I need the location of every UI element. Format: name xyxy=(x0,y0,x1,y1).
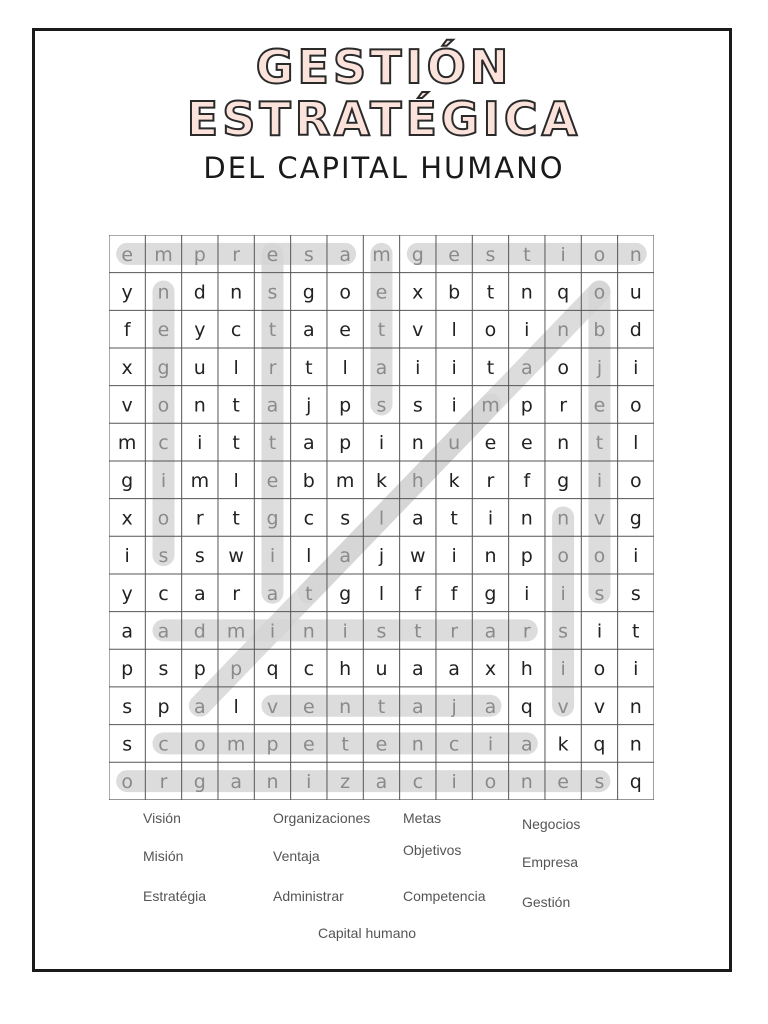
grid-cell[interactable]: t xyxy=(450,507,458,530)
grid-cell[interactable]: f xyxy=(414,582,422,605)
grid-cell[interactable]: t xyxy=(232,507,240,530)
grid-cell[interactable]: t xyxy=(305,356,313,379)
grid-cell[interactable]: i xyxy=(451,545,457,568)
grid-cell[interactable]: g xyxy=(484,582,497,605)
grid-cell[interactable]: t xyxy=(486,281,495,304)
grid-cell[interactable]: i xyxy=(451,771,457,794)
grid-cell[interactable]: a xyxy=(448,658,460,681)
grid-cell[interactable]: u xyxy=(375,658,388,681)
grid-cell[interactable]: i xyxy=(269,620,276,643)
grid-cell[interactable]: r xyxy=(232,582,241,605)
grid-cell[interactable]: s xyxy=(303,243,314,266)
grid-cell[interactable]: p xyxy=(520,545,533,568)
grid-cell[interactable]: e xyxy=(375,281,388,304)
grid-cell[interactable]: s xyxy=(594,582,605,605)
grid-cell[interactable]: c xyxy=(158,432,169,455)
grid-cell[interactable]: v xyxy=(121,394,133,417)
grid-cell[interactable]: r xyxy=(195,507,204,530)
grid-cell[interactable]: q xyxy=(557,281,570,304)
grid-cell[interactable]: g xyxy=(302,281,315,304)
grid-cell[interactable]: c xyxy=(303,658,315,681)
grid-cell[interactable]: v xyxy=(412,319,424,342)
grid-cell[interactable]: i xyxy=(560,658,566,681)
grid-cell[interactable]: l xyxy=(233,695,239,718)
grid-cell[interactable]: n xyxy=(411,432,424,455)
grid-cell[interactable]: i xyxy=(160,469,167,492)
grid-cell[interactable]: f xyxy=(123,319,131,342)
grid-cell[interactable]: p xyxy=(339,394,352,417)
grid-cell[interactable]: a xyxy=(339,243,351,266)
grid-cell[interactable]: p xyxy=(339,432,352,455)
grid-cell[interactable]: e xyxy=(302,695,315,718)
grid-cell[interactable]: s xyxy=(594,771,605,794)
grid-cell[interactable]: x xyxy=(484,658,497,681)
grid-cell[interactable]: u xyxy=(448,432,461,455)
grid-cell[interactable]: o xyxy=(557,545,569,568)
grid-cell[interactable]: a xyxy=(375,771,388,794)
grid-cell[interactable]: s xyxy=(376,620,387,643)
grid-cell[interactable]: o xyxy=(629,394,642,417)
grid-cell[interactable]: j xyxy=(306,394,312,417)
grid-cell[interactable]: n xyxy=(411,733,424,756)
grid-cell[interactable]: n xyxy=(157,281,170,304)
grid-cell[interactable]: g xyxy=(339,582,352,605)
grid-cell[interactable]: l xyxy=(306,545,312,568)
grid-cell[interactable]: p xyxy=(230,658,243,681)
grid-cell[interactable]: u xyxy=(193,356,206,379)
grid-cell[interactable]: m xyxy=(226,733,246,756)
grid-cell[interactable]: s xyxy=(558,620,569,643)
grid-cell[interactable]: o xyxy=(484,319,497,342)
grid-cell[interactable]: m xyxy=(117,432,137,455)
grid-cell[interactable]: t xyxy=(486,356,495,379)
grid-cell[interactable]: i xyxy=(487,733,494,756)
grid-cell[interactable]: t xyxy=(232,432,240,455)
grid-cell[interactable]: o xyxy=(593,281,606,304)
grid-cell[interactable]: e xyxy=(448,243,460,266)
grid-cell[interactable]: t xyxy=(414,620,422,643)
grid-cell[interactable]: i xyxy=(306,771,312,794)
grid-cell[interactable]: n xyxy=(193,394,206,417)
grid-cell[interactable]: v xyxy=(593,507,606,530)
grid-cell[interactable]: n xyxy=(629,243,642,266)
grid-cell[interactable]: w xyxy=(228,545,244,568)
grid-cell[interactable]: h xyxy=(520,658,533,681)
grid-cell[interactable]: q xyxy=(593,733,606,756)
grid-cell[interactable]: s xyxy=(412,394,423,417)
grid-cell[interactable]: s xyxy=(158,658,169,681)
grid-cell[interactable]: o xyxy=(339,281,351,304)
grid-cell[interactable]: x xyxy=(121,507,133,530)
grid-cell[interactable]: t xyxy=(268,432,277,455)
grid-cell[interactable]: g xyxy=(411,243,424,266)
grid-cell[interactable]: n xyxy=(629,695,642,718)
grid-cell[interactable]: y xyxy=(121,582,133,605)
grid-cell[interactable]: a xyxy=(520,356,533,379)
subtitle: DEL CAPITAL HUMANO xyxy=(203,151,565,185)
grid-cell[interactable]: v xyxy=(557,695,569,718)
grid-cell[interactable]: o xyxy=(593,545,606,568)
grid-cell[interactable]: i xyxy=(524,319,530,342)
grid-cell[interactable]: g xyxy=(157,356,170,379)
grid-cell[interactable]: a xyxy=(520,733,533,756)
word-list-item: Administrar xyxy=(273,888,344,904)
word-list-item: Visión xyxy=(143,810,181,826)
grid-cell[interactable]: e xyxy=(339,319,351,342)
grid-cell[interactable]: a xyxy=(375,356,388,379)
grid-cell[interactable]: c xyxy=(448,733,460,756)
grid-cell[interactable]: j xyxy=(451,695,457,718)
grid-cell[interactable]: n xyxy=(557,319,570,342)
grid-cell[interactable]: n xyxy=(520,507,533,530)
grid-cell[interactable]: n xyxy=(520,771,533,794)
grid-cell[interactable]: i xyxy=(197,432,203,455)
grid-cell[interactable]: p xyxy=(193,658,206,681)
grid-cell[interactable]: a xyxy=(411,658,424,681)
grid-cell[interactable]: w xyxy=(410,545,426,568)
grid-cell[interactable]: b xyxy=(448,281,461,304)
grid-cell[interactable]: n xyxy=(484,545,497,568)
grid-cell[interactable]: q xyxy=(266,658,279,681)
grid-cell[interactable]: b xyxy=(302,469,315,492)
grid-cell[interactable]: t xyxy=(341,733,349,756)
word-list-item: Misión xyxy=(143,848,184,864)
grid-cell[interactable]: a xyxy=(193,695,206,718)
grid-cell[interactable]: t xyxy=(305,582,313,605)
title-line-1: GESTIÓN xyxy=(255,40,513,94)
grid-cell[interactable]: f xyxy=(523,469,531,492)
grid-cell[interactable]: a xyxy=(193,582,206,605)
grid-cell[interactable]: a xyxy=(411,695,424,718)
grid-cell[interactable]: s xyxy=(122,695,133,718)
grid-cell[interactable]: t xyxy=(595,432,604,455)
grid-cell[interactable]: k xyxy=(448,469,460,492)
grid-cell[interactable]: s xyxy=(485,243,496,266)
grid-cell[interactable]: m xyxy=(190,469,210,492)
grid-cell[interactable]: e xyxy=(266,243,279,266)
grid-cell[interactable]: i xyxy=(124,545,130,568)
grid-cell[interactable]: s xyxy=(340,507,351,530)
grid-cell[interactable]: m xyxy=(372,243,391,266)
word-list-item: Metas xyxy=(403,810,442,826)
grid-cell[interactable]: a xyxy=(339,545,351,568)
grid-cell[interactable]: r xyxy=(159,771,168,794)
grid-cell[interactable]: a xyxy=(121,620,133,643)
grid-cell[interactable]: a xyxy=(157,620,170,643)
grid-cell[interactable]: l xyxy=(342,356,348,379)
grid-cell[interactable]: s xyxy=(630,582,641,605)
grid-cell[interactable]: d xyxy=(193,281,206,304)
grid-cell[interactable]: o xyxy=(157,394,170,417)
grid-cell[interactable]: o xyxy=(194,733,206,756)
grid-cell[interactable]: n xyxy=(339,695,352,718)
grid-canvas[interactable] xyxy=(109,235,654,800)
grid-cell[interactable]: j xyxy=(596,356,603,379)
grid-cell[interactable]: c xyxy=(303,507,315,530)
grid-cell[interactable]: e xyxy=(484,432,497,455)
grid-cell[interactable]: s xyxy=(376,394,387,417)
grid-cell[interactable]: t xyxy=(268,319,277,342)
grid-cell[interactable]: n xyxy=(557,507,570,530)
word-list-item: Ventaja xyxy=(273,848,320,864)
grid-cell[interactable]: e xyxy=(593,394,606,417)
grid-cell[interactable]: e xyxy=(557,771,569,794)
grid-cell[interactable]: p xyxy=(520,394,533,417)
grid-cell[interactable]: f xyxy=(450,582,458,605)
grid-cell[interactable]: c xyxy=(230,319,242,342)
grid-cell[interactable]: s xyxy=(158,545,169,568)
grid-cell[interactable]: p xyxy=(266,733,279,756)
grid-cell[interactable]: a xyxy=(266,394,279,417)
grid-cell[interactable]: t xyxy=(523,243,531,266)
grid-cell[interactable]: m xyxy=(226,620,246,643)
grid-cell[interactable]: l xyxy=(233,469,239,492)
grid-cell[interactable]: d xyxy=(629,319,642,342)
grid-cell[interactable]: k xyxy=(557,733,569,756)
grid-cell[interactable]: r xyxy=(450,620,459,643)
grid-cell[interactable]: m xyxy=(154,243,173,266)
grid-cell[interactable]: o xyxy=(484,771,497,794)
grid-cell[interactable]: l xyxy=(378,507,385,530)
grid-cell[interactable]: y xyxy=(194,319,206,342)
grid-cell[interactable]: e xyxy=(302,733,315,756)
grid-cell[interactable]: a xyxy=(411,507,424,530)
grid-cell[interactable]: g xyxy=(629,507,642,530)
grid-cell[interactable]: r xyxy=(232,243,241,266)
word-list-item: Negocios xyxy=(522,816,581,832)
grid-cell[interactable]: c xyxy=(412,771,424,794)
grid-cell[interactable]: p xyxy=(121,658,134,681)
grid-cell[interactable]: e xyxy=(520,432,533,455)
grid-cell[interactable]: h xyxy=(411,469,424,492)
grid-cell[interactable]: o xyxy=(557,356,569,379)
grid-cell[interactable]: i xyxy=(487,507,494,530)
grid-cell[interactable]: i xyxy=(415,356,421,379)
grid-cell[interactable]: r xyxy=(559,394,568,417)
grid-cell[interactable]: z xyxy=(340,771,351,794)
grid-cell[interactable]: c xyxy=(158,733,169,756)
grid-cell[interactable]: n xyxy=(266,771,279,794)
grid-cell[interactable]: u xyxy=(629,281,642,304)
word-list-item: Gestión xyxy=(522,894,571,910)
grid-cell[interactable]: i xyxy=(560,582,566,605)
grid-cell[interactable]: h xyxy=(339,658,352,681)
grid-cell[interactable]: e xyxy=(157,319,170,342)
grid-cell[interactable]: i xyxy=(269,545,276,568)
grid-cell[interactable]: e xyxy=(121,243,134,266)
grid-cell[interactable]: i xyxy=(451,356,457,379)
grid-cell[interactable]: s xyxy=(122,733,133,756)
grid-cell[interactable]: i xyxy=(451,394,457,417)
grid-cell[interactable]: n xyxy=(520,281,533,304)
word-list-item: Capital humano xyxy=(318,925,417,941)
grid-cell[interactable]: n xyxy=(230,281,243,304)
grid-cell[interactable]: o xyxy=(593,658,606,681)
grid-cell[interactable]: m xyxy=(481,394,500,417)
word-list-item: Competencia xyxy=(403,888,486,904)
grid-cell[interactable]: a xyxy=(302,319,315,342)
grid-cell[interactable]: d xyxy=(193,620,206,643)
grid-cell[interactable]: i xyxy=(596,620,603,643)
grid-cell[interactable]: t xyxy=(232,394,240,417)
grid-cell[interactable]: v xyxy=(593,695,606,718)
grid-cell[interactable]: v xyxy=(266,695,279,718)
word-list-item: Empresa xyxy=(522,854,579,870)
grid-cell[interactable]: i xyxy=(560,243,566,266)
grid-cell[interactable]: n xyxy=(557,432,570,455)
word-list-item: Organizaciones xyxy=(273,810,371,826)
grid-cell[interactable]: e xyxy=(266,469,279,492)
grid-cell[interactable]: j xyxy=(378,545,385,568)
grid-cell[interactable]: i xyxy=(596,469,603,492)
grid-cell[interactable]: q xyxy=(629,771,642,794)
grid-cell[interactable]: c xyxy=(158,582,169,605)
grid-cell[interactable]: x xyxy=(412,281,424,304)
grid-cell[interactable]: i xyxy=(633,356,639,379)
title-line-2: ESTRATÉGICA xyxy=(186,92,582,146)
grid-cell[interactable]: t xyxy=(377,695,386,718)
grid-cell[interactable]: r xyxy=(268,356,277,379)
grid-cell[interactable]: a xyxy=(230,771,242,794)
grid-cell[interactable]: s xyxy=(194,545,205,568)
grid-cell[interactable]: l xyxy=(451,319,457,342)
grid-cell[interactable]: r xyxy=(522,620,531,643)
grid-cell[interactable]: x xyxy=(121,356,133,379)
grid-cell[interactable]: a xyxy=(302,432,315,455)
grid-cell[interactable]: o xyxy=(157,507,170,530)
grid-cell[interactable]: a xyxy=(484,695,497,718)
grid-cell[interactable]: i xyxy=(342,620,348,643)
grid-cell[interactable]: l xyxy=(633,432,639,455)
grid-cell[interactable]: k xyxy=(375,469,387,492)
grid-cell[interactable]: i xyxy=(633,658,639,681)
grid-cell[interactable]: g xyxy=(266,507,279,530)
grid-cell[interactable]: g xyxy=(193,771,206,794)
grid-cell[interactable]: e xyxy=(375,733,388,756)
grid-cell[interactable]: o xyxy=(629,469,642,492)
grid-cell[interactable]: i xyxy=(378,432,385,455)
grid-cell[interactable]: t xyxy=(632,620,640,643)
grid-cell[interactable]: m xyxy=(335,469,355,492)
grid-cell[interactable]: i xyxy=(633,545,639,568)
grid-cell[interactable]: p xyxy=(193,243,206,266)
grid-cell[interactable]: s xyxy=(267,281,278,304)
grid-cell[interactable]: r xyxy=(486,469,495,492)
grid-cell[interactable]: b xyxy=(593,319,606,342)
grid-cell[interactable]: p xyxy=(157,695,170,718)
grid-cell[interactable]: o xyxy=(121,771,133,794)
grid-cell[interactable]: o xyxy=(593,243,606,266)
grid-cell[interactable]: n xyxy=(302,620,315,643)
grid-cell[interactable]: l xyxy=(378,582,385,605)
word-list-item: Objetivos xyxy=(403,842,462,858)
grid-cell[interactable]: q xyxy=(520,695,533,718)
grid-cell[interactable]: a xyxy=(484,620,497,643)
grid-cell[interactable]: l xyxy=(233,356,239,379)
grid-cell[interactable]: i xyxy=(524,582,530,605)
word-list-item: Estratégia xyxy=(143,888,207,904)
word-search-grid[interactable] xyxy=(109,235,654,800)
grid-cell[interactable]: y xyxy=(121,281,133,304)
grid-cell[interactable]: g xyxy=(121,469,134,492)
grid-cell[interactable]: t xyxy=(377,319,386,342)
grid-cell[interactable]: a xyxy=(266,582,279,605)
grid-cell[interactable]: g xyxy=(557,469,570,492)
grid-cell[interactable]: n xyxy=(629,733,642,756)
